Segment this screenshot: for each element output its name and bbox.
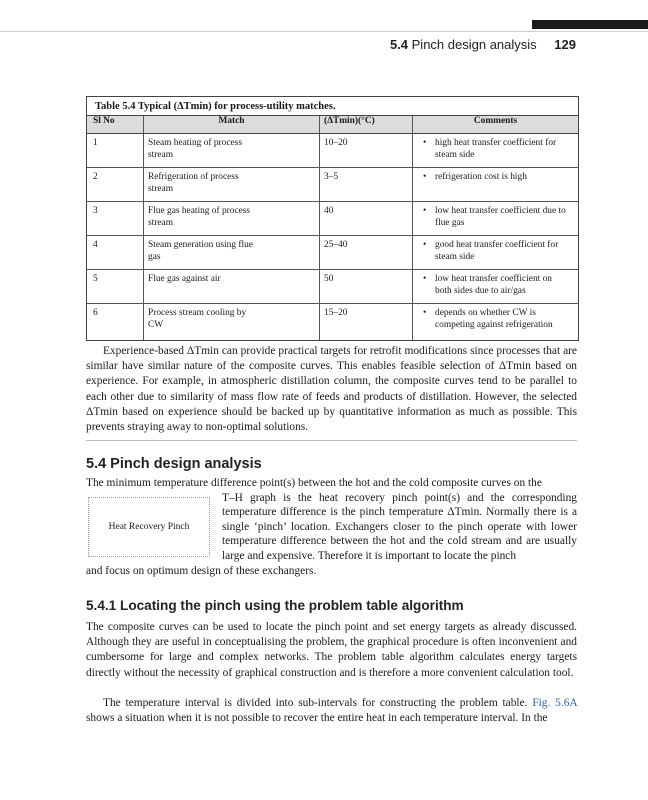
figure-5-6a-link[interactable]: Fig. 5.6A [532, 697, 577, 709]
table-row [87, 168, 578, 202]
section-intro-line: The minimum temperature difference point(s) between the hot and the cold composite curves on the [86, 477, 542, 489]
process-utility-table [87, 116, 578, 340]
table-5-4 [86, 96, 579, 341]
comment-text: competing against refrigeration [435, 319, 553, 330]
running-header [390, 37, 576, 52]
cell-dtmin: 25–40 [320, 236, 413, 270]
cell-sl-no: 3 [87, 202, 144, 236]
header-dtmin: (ΔTmin)(°C) [320, 116, 413, 134]
paragraph-2-end: shows a situation when it is not possible to recover the entire heat in each temperature interval. In the [86, 712, 548, 725]
cell-match [144, 168, 320, 202]
comment-line [423, 150, 574, 162]
table-caption: Table 5.4 Typical (ΔTmin) for process-utility matches. [87, 97, 578, 116]
cell-comments [413, 168, 579, 202]
match-line: Refrigeration of process [148, 172, 239, 182]
cell-dtmin: 10–20 [320, 134, 413, 168]
bullet-icon [423, 320, 435, 332]
cell-comments [413, 134, 579, 168]
bullet-icon [423, 150, 435, 162]
cell-sl-no: 6 [93, 308, 98, 318]
match-line: Steam generation using flue [148, 240, 253, 250]
comment-text: low heat transfer coefficient on [435, 274, 552, 284]
header-sl-no: Sl No [87, 116, 144, 134]
cell-dtmin: 40 [320, 202, 413, 236]
cell-match [144, 270, 320, 304]
bullet-icon [423, 286, 435, 298]
subsection-title: 5.4.1 Locating the pinch using the problem table algorithm [86, 598, 464, 613]
cell-match [144, 236, 320, 270]
comment-text: steam side [435, 149, 475, 160]
cell-sl-no: 5 [87, 270, 144, 304]
subsection-paragraph-1: The composite curves can be used to locate the pinch point and set energy targets as already discussed. Although they are useful in conceptualising the problem, the graphical procedure is often inconvenient and cumbersome for large and complex networks. The problem table algorithm calculates energy targets directly without the necessity of graphical construction and is therefore a more convenient calculation tool. [86, 621, 577, 679]
cell-sl-no: 4 [87, 236, 144, 270]
comment-text: steam side [435, 251, 475, 262]
comment-line [423, 308, 574, 320]
header-rule [0, 31, 648, 32]
header-comments: Comments [413, 116, 579, 134]
comment-line [423, 252, 574, 264]
table-row [87, 202, 578, 236]
header-black-bar [532, 20, 648, 29]
cell-match [144, 134, 320, 168]
bullet-icon [423, 218, 435, 230]
cell-comments [413, 236, 579, 270]
running-section-number: 5.4 [389, 37, 409, 52]
table-row [87, 270, 578, 304]
cell-dtmin: 50 [320, 270, 413, 304]
table-header-row [87, 116, 578, 134]
comment-text: flue gas [435, 217, 465, 228]
cell-comments [413, 304, 579, 341]
section-divider [86, 440, 577, 441]
paragraph-experience: Experience-based ΔTmin can provide practical targets for retrofit modifications since processes that are similar have similar nature of the composite curves. This enables feasible selection of ΔTmin based on experience. For example, in atmospheric distillation column, the composite curves tend to be parallel to each other due to similarity of mass flow rate of feeds and products of distillation. However, the selected ΔTmin based on experience should be backed up by quantitative information as much as possible. This prevents straying away to non-optimal solutions. [86, 345, 577, 434]
cell-sl-no: 2 [87, 168, 144, 202]
match-line: stream [148, 183, 173, 194]
match-line: stream [148, 217, 173, 228]
bullet-icon: • [423, 206, 427, 216]
cell-match [144, 202, 320, 236]
comment-line [423, 286, 574, 298]
match-line: stream [148, 149, 173, 160]
cell-dtmin: 15–20 [320, 304, 413, 341]
bullet-icon [423, 252, 435, 264]
comment-line [423, 138, 574, 150]
bullet-icon: • [423, 138, 427, 148]
match-line: Process stream cooling by [148, 308, 247, 318]
bullet-icon: • [423, 240, 427, 250]
cell-comments [413, 202, 579, 236]
comment-line [423, 172, 574, 184]
cell-comments [413, 270, 579, 304]
match-line: gas [148, 251, 161, 262]
match-line: Steam heating of process [148, 138, 242, 148]
section-wrap-text: T–H graph is the heat recovery pinch point(s) and the corresponding temperature difference is the pinch temperature ΔTmin. Normally there is a single ‘pinch’ location. Exchangers closer to the pinch operate with lower temperature difference between the hot and the cold stream and are usually large and expensive. Therefore it is important to locate the pinch [222, 492, 577, 562]
comment-line [423, 206, 574, 218]
table-body [87, 134, 578, 341]
comment-line [423, 218, 574, 230]
match-line: Flue gas heating of process [148, 206, 251, 216]
bullet-icon: • [423, 274, 427, 284]
comment-line [423, 240, 574, 252]
figure-label: Heat Recovery Pinch [108, 522, 190, 532]
bullet-icon: • [423, 308, 427, 318]
header-match: Match [144, 116, 320, 134]
comment-text: both sides due to air/gas [435, 285, 526, 296]
subsection-paragraph-2 [86, 696, 577, 726]
table-row [87, 134, 578, 168]
cell-match [144, 304, 320, 341]
figure-heat-recovery-pinch [88, 497, 210, 557]
comment-text: good heat transfer coefficient for [435, 240, 559, 250]
section-title: 5.4 Pinch design analysis [86, 456, 262, 472]
comment-text: high heat transfer coefficient for [435, 138, 557, 148]
match-line: Flue gas against air [148, 274, 221, 284]
table-row [87, 236, 578, 270]
cell-dtmin: 3–5 [320, 168, 413, 202]
page-number: 129 [554, 37, 576, 52]
bullet-icon: • [423, 172, 427, 182]
comment-text: depends on whether CW is [435, 308, 536, 318]
running-section-title: Pinch design analysis [411, 37, 537, 52]
table-row [87, 304, 578, 341]
comment-line [423, 274, 574, 286]
paragraph-2-start: The temperature interval is divided into sub-intervals for constructing the problem table. [103, 697, 528, 709]
section-end-line: and focus on optimum design of these exchangers. [86, 565, 317, 577]
comment-line [423, 320, 574, 332]
match-line: CW [148, 319, 164, 330]
cell-sl-no: 1 [87, 134, 144, 168]
comment-text: low heat transfer coefficient due to [435, 206, 566, 216]
comment-text: refrigeration cost is high [435, 172, 527, 182]
